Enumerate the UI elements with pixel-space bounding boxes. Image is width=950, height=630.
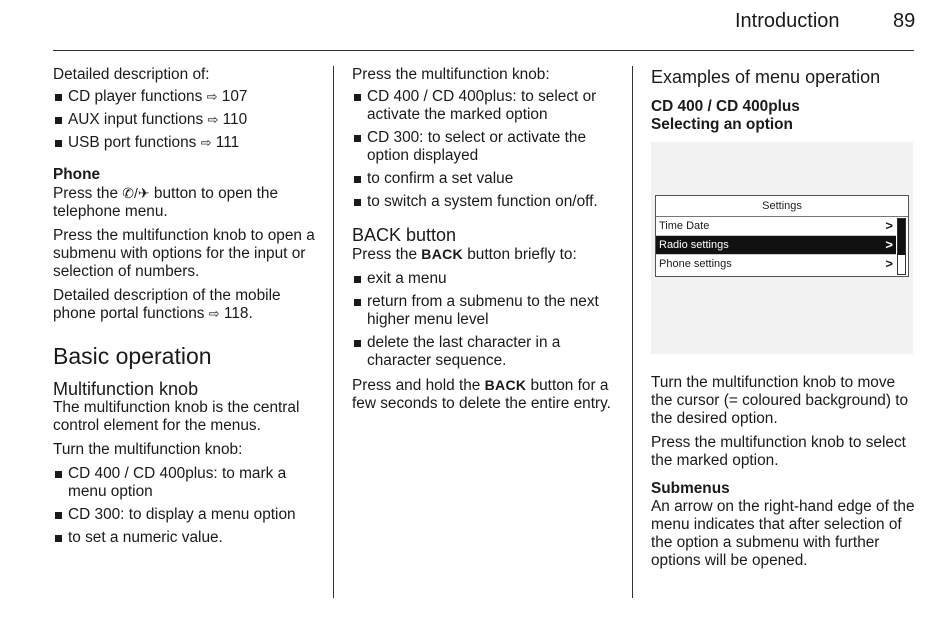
- list-item: CD 300: to display a menu option: [53, 506, 323, 524]
- column-3: [651, 66, 919, 576]
- list-item: [53, 88, 323, 106]
- selecting-option-heading: Selecting an option: [651, 116, 793, 133]
- list-item: CD 400 / CD 400plus: to select or activate the marked option: [352, 88, 622, 124]
- submenus-paragraph: An arrow on the right-hand edge of the menu indicates that after selection of the option a submenu with further options will be opened.: [651, 498, 915, 569]
- page-ref[interactable]: 110: [222, 111, 248, 128]
- menu-row-label: Time Date: [659, 220, 710, 232]
- list-item-text: USB port functions: [68, 134, 201, 151]
- list-item: to set a numeric value.: [53, 529, 323, 547]
- list-item: to confirm a set value: [352, 170, 622, 188]
- phone-text: Detailed description of the mobile phone portal functions: [53, 287, 281, 322]
- list-item-text: AUX input functions: [68, 111, 208, 128]
- back-text-a: Press and hold the: [352, 377, 485, 394]
- page-ref-arrow-icon: ⇨: [208, 306, 220, 321]
- list-item: CD 400 / CD 400plus: to mark a menu option: [53, 465, 323, 501]
- column-divider-2: [632, 66, 633, 598]
- phone-text-a: Press the: [53, 185, 123, 202]
- examples-heading: Examples of menu operation: [651, 67, 881, 87]
- phone-end-call-icon: ✆/✈: [122, 185, 150, 201]
- submenus-heading: Submenus: [651, 480, 730, 497]
- page-number: 89: [893, 10, 916, 32]
- list-item: delete the last character in a character sequence.: [352, 334, 622, 370]
- intro-list: [53, 88, 323, 152]
- back-text-a: Press the: [352, 246, 422, 263]
- back-text-b: button briefly to:: [462, 246, 577, 263]
- menu-row-selected[interactable]: [656, 236, 896, 255]
- page-ref[interactable]: 111: [215, 134, 240, 151]
- intro-text: Detailed description of:: [53, 66, 210, 83]
- phone-paragraph-1: [53, 184, 323, 221]
- menu-screen-title: Settings: [656, 196, 908, 217]
- list-item: [53, 111, 323, 129]
- column-divider-1: [333, 66, 334, 598]
- select-paragraph-1: Turn the multifunction knob to move the cursor (= coloured background) to the desired option.: [651, 374, 909, 427]
- phone-heading: Phone: [53, 166, 101, 183]
- phone-paragraph-3: Detailed description of the mobile phone portal functions ⇨ 118.: [53, 287, 281, 322]
- page-ref-arrow-icon: ⇨: [207, 112, 219, 127]
- knob-list: [53, 465, 323, 547]
- page-ref-arrow-icon: ⇨: [206, 89, 218, 104]
- page-ref-arrow-icon: ⇨: [200, 135, 212, 150]
- menu-scrollbar-thumb[interactable]: [898, 219, 905, 255]
- back-text-b: button for a few seconds to delete the entire entry.: [352, 377, 611, 412]
- knob-paragraph-1: The multifunction knob is the central control element for the menus.: [53, 399, 300, 434]
- page-title: Introduction: [735, 10, 840, 32]
- back-paragraph-1: [352, 245, 622, 264]
- select-paragraph-2: Press the multifunction knob to select the marked option.: [651, 434, 906, 469]
- page-ref[interactable]: 107: [221, 88, 248, 105]
- phone-paragraph-2: Press the multifunction knob to open a submenu with options for the input or selection of numbers.: [53, 227, 315, 280]
- press-list: [352, 88, 622, 211]
- header-divider: [53, 50, 914, 51]
- list-item: [53, 134, 323, 152]
- menu-row-label: Phone settings: [659, 258, 732, 270]
- back-word: BACK: [484, 377, 527, 393]
- multifunction-knob-heading: Multifunction knob: [53, 379, 199, 399]
- back-list: [352, 270, 622, 370]
- list-item: to switch a system function on/off.: [352, 193, 622, 211]
- page-ref[interactable]: 118: [223, 305, 249, 322]
- knob-paragraph-2: Turn the multifunction knob:: [53, 441, 243, 458]
- menu-row-label: Radio settings: [659, 239, 729, 251]
- column-1: [53, 66, 323, 553]
- chevron-right-icon: >: [885, 218, 893, 233]
- menu-row[interactable]: [656, 217, 896, 236]
- menu-row[interactable]: [656, 255, 896, 273]
- list-item: return from a submenu to the next higher menu level: [352, 293, 622, 329]
- chevron-right-icon: >: [885, 256, 893, 271]
- chevron-right-icon: >: [885, 237, 893, 252]
- list-item-text: CD player functions: [68, 88, 207, 105]
- basic-operation-heading: Basic operation: [53, 343, 212, 369]
- back-paragraph-2: [352, 376, 622, 413]
- menu-screen-illustration: [651, 142, 913, 354]
- press-intro: Press the multifunction knob:: [352, 66, 550, 83]
- list-item: exit a menu: [352, 270, 622, 288]
- menu-scrollbar[interactable]: [897, 218, 906, 275]
- back-button-heading: BACK button: [352, 225, 457, 245]
- menu-screen: [655, 195, 909, 277]
- phone-text-b: button to open the telephone menu.: [53, 185, 279, 220]
- model-heading: CD 400 / CD 400plus: [651, 98, 800, 115]
- back-word: BACK: [421, 246, 463, 262]
- list-item: CD 300: to select or activate the option displayed: [352, 129, 622, 165]
- column-2: [352, 66, 622, 419]
